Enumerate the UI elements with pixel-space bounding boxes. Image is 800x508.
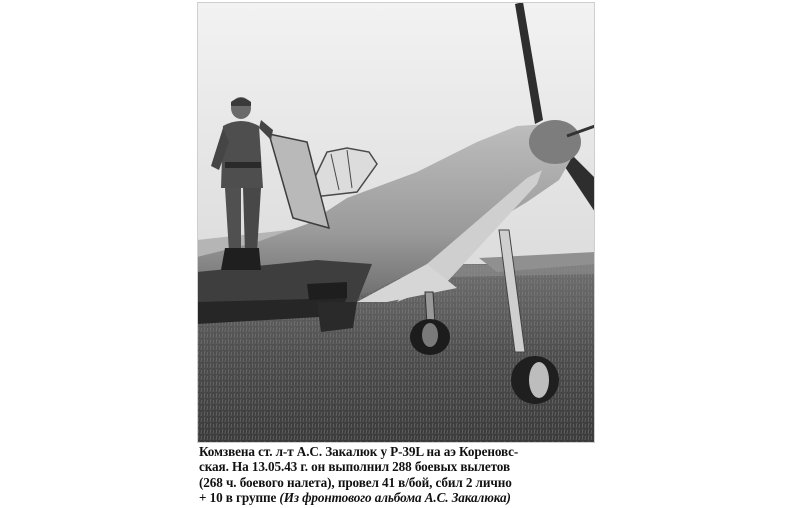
caption-line-4-main: + 10 в группе bbox=[199, 490, 280, 506]
caption-line-3: (268 ч. боевого налета), провел 41 в/бой, сбил 2 лично bbox=[199, 474, 512, 490]
caption-line-2: ская. На 13.05.43 г. он выполнил 288 боевых вылетов bbox=[199, 459, 510, 475]
caption-line-4 bbox=[199, 490, 599, 505]
photo-caption bbox=[199, 444, 599, 506]
photograph bbox=[197, 2, 595, 443]
caption-line-1: Комзвена ст. л-т А.С. Закалюк у P-39L на аэ Кореновс- bbox=[199, 444, 519, 459]
caption-source: (Из фронтового альбома А.С. Закалюка) bbox=[279, 490, 511, 506]
propeller-spinner bbox=[529, 120, 581, 164]
